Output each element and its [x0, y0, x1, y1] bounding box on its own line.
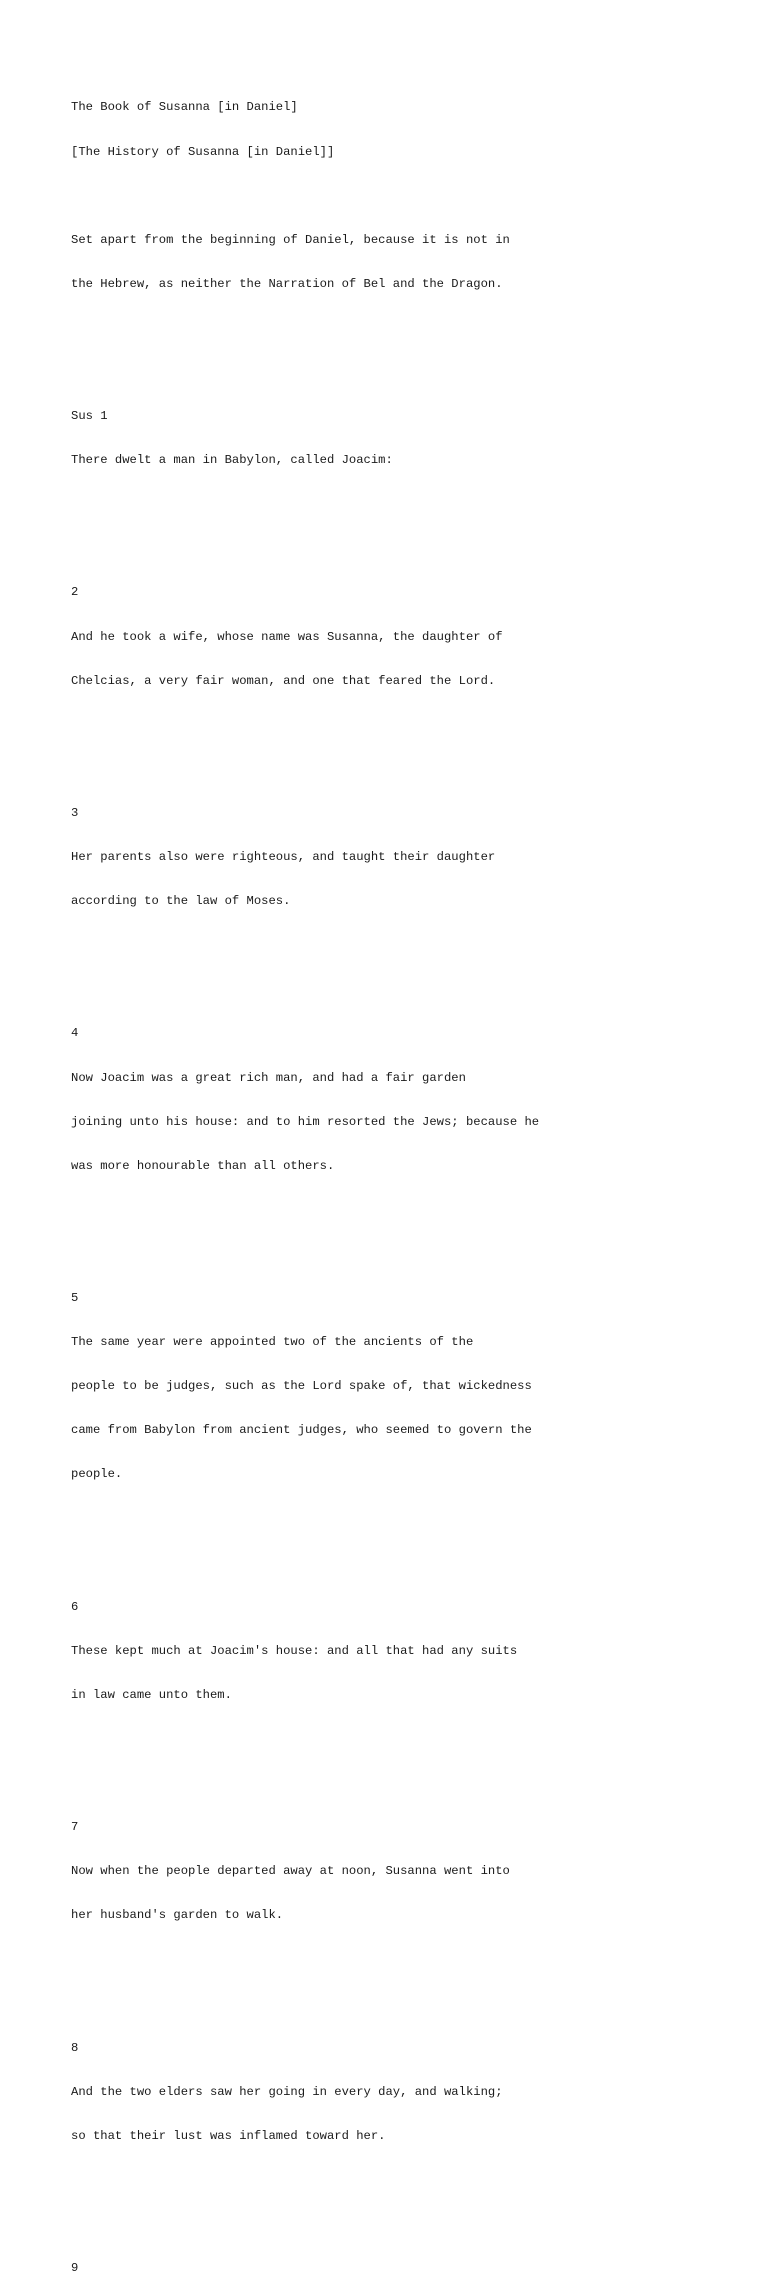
verse-text-line: Now Joacim was a great rich man, and had a fair garden	[71, 1070, 466, 1085]
verse-number: 3	[71, 805, 79, 820]
verse-text-line: Her parents also were righteous, and taught their daughter	[71, 850, 496, 865]
verse-text-line: according to the law of Moses.	[71, 894, 291, 909]
verse-text-line: There dwelt a man in Babylon, called Joacim:	[71, 453, 393, 468]
verse-number: 9	[71, 2261, 79, 2276]
verse-number: 2	[71, 585, 79, 600]
verse-text-line: her husband's garden to walk.	[71, 1908, 284, 1923]
verse-text-line: The same year were appointed two of the ancients of the	[71, 1335, 474, 1350]
intro-line: Set apart from the beginning of Daniel, because it is not in	[71, 232, 510, 247]
verse-number: Sus 1	[71, 409, 108, 424]
verse-number: 8	[71, 2040, 79, 2055]
verse-text-line: in law came unto them.	[71, 1687, 232, 1702]
verse-text-line: Chelcias, a very fair woman, and one that feared the Lord.	[71, 673, 496, 688]
intro-line: the Hebrew, as neither the Narration of Bel and the Dragon.	[71, 276, 503, 291]
verse-text-line: Now when the people departed away at noon, Susanna went into	[71, 1864, 510, 1879]
verse-text-line: people.	[71, 1467, 123, 1482]
verse-text-line: And he took a wife, whose name was Susanna, the daughter of	[71, 629, 503, 644]
book-title: The Book of Susanna [in Daniel]	[71, 100, 298, 115]
document-page	[71, 71, 711, 2291]
verse-number: 5	[71, 1291, 79, 1306]
verse-text-line: so that their lust was inflamed toward her.	[71, 2128, 386, 2143]
verse-number: 6	[71, 1599, 79, 1614]
verse-text-line: was more honourable than all others.	[71, 1158, 335, 1173]
book-subtitle: [The History of Susanna [in Daniel]]	[71, 144, 335, 159]
verse-number: 4	[71, 1026, 79, 1041]
verse-text-line: And the two elders saw her going in every day, and walking;	[71, 2084, 503, 2099]
verse-text-line: joining unto his house: and to him resorted the Jews; because he	[71, 1114, 540, 1129]
verse-text-line: people to be judges, such as the Lord spake of, that wickedness	[71, 1379, 532, 1394]
verse-text-line: came from Babylon from ancient judges, who seemed to govern the	[71, 1423, 532, 1438]
verse-number: 7	[71, 1820, 79, 1835]
verse-text-line: These kept much at Joacim's house: and all that had any suits	[71, 1643, 518, 1658]
